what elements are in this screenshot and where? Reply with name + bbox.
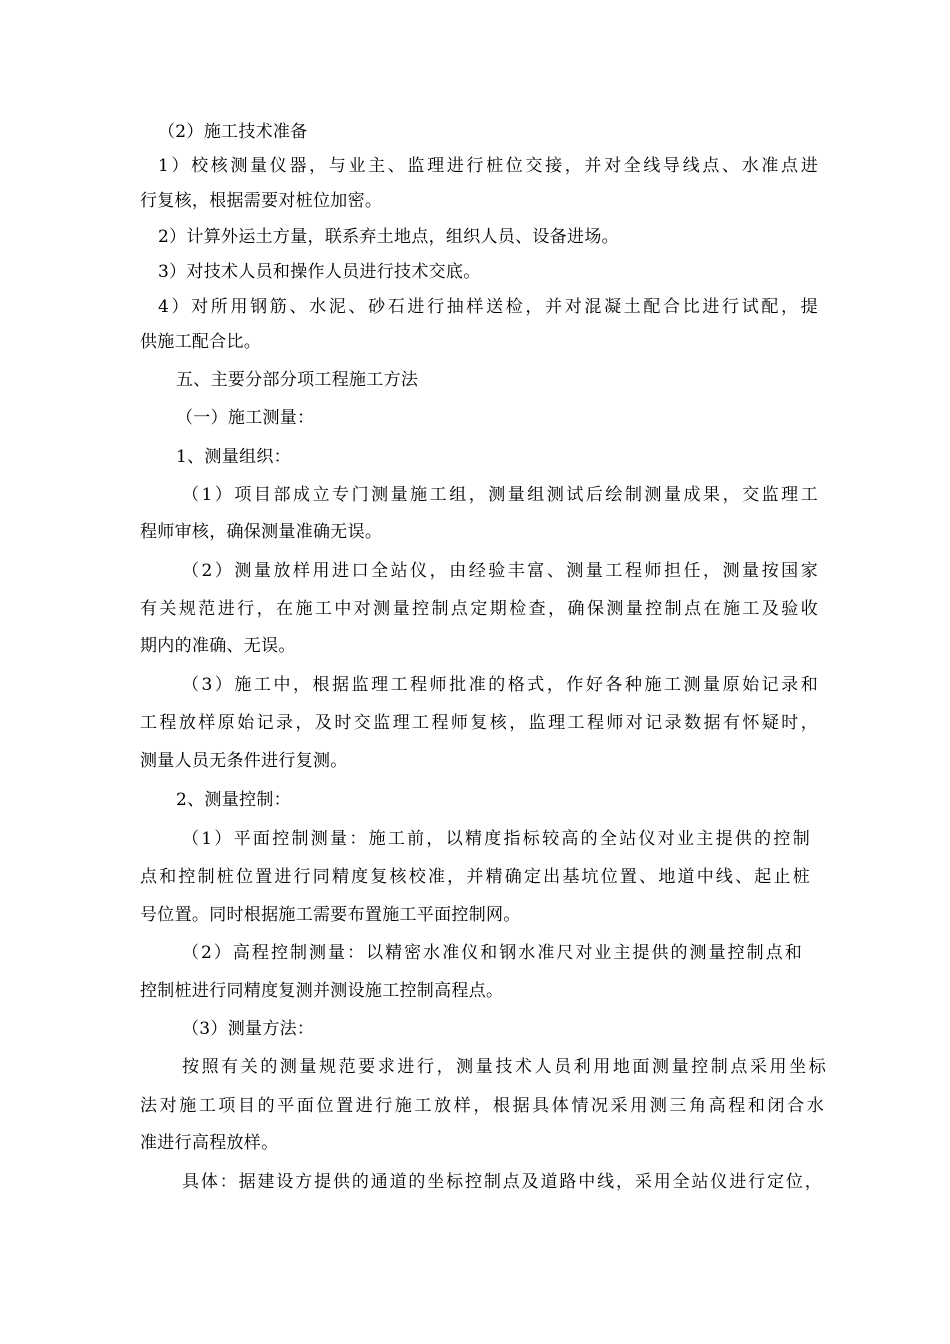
paragraph-line: 3）对技术人员和操作人员进行技术交底。 — [158, 262, 481, 282]
paragraph-line: 工程放样原始记录，及时交监理工程师复核，监理工程师对记录数据有怀疑时， — [140, 713, 818, 733]
item-heading: （3）测量方法： — [182, 1019, 315, 1039]
paragraph-line: 号位置。同时根据施工需要布置施工平面控制网。 — [140, 905, 521, 925]
item-heading: 2、测量控制： — [176, 790, 291, 810]
paragraph-line: （1）项目部成立专门测量施工组，测量组测试后绘制测量成果，交监理工 — [182, 485, 818, 505]
paragraph-line: 具体：据建设方提供的通道的坐标控制点及道路中线，采用全站仪进行定位， — [182, 1172, 822, 1192]
paragraph-line: 控制桩进行同精度复测并测设施工控制高程点。 — [140, 981, 504, 1001]
subsection-heading: （2）施工技术准备 — [158, 122, 308, 142]
section-heading: 五、主要分部分项工程施工方法 — [176, 370, 419, 390]
paragraph-line: 供施工配合比。 — [140, 332, 262, 352]
paragraph-line: 程师审核，确保测量准确无误。 — [140, 522, 383, 542]
subsection-heading: （一）施工测量： — [176, 408, 315, 428]
paragraph-line: 法对施工项目的平面位置进行施工放样，根据具体情况采用测三角高程和闭合水 — [140, 1096, 824, 1116]
paragraph-line: 4）对所用钢筋、水泥、砂石进行抽样送检，并对混凝土配合比进行试配，提 — [158, 297, 818, 317]
paragraph-line: 按照有关的测量规范要求进行，测量技术人员利用地面测量控制点采用坐标 — [182, 1057, 826, 1077]
paragraph-line: 测量人员无条件进行复测。 — [140, 751, 348, 771]
paragraph-line: （2）测量放样用进口全站仪，由经验丰富、测量工程师担任，测量按国家 — [182, 561, 818, 581]
item-heading: 1、测量组织： — [176, 447, 291, 467]
paragraph-line: 1）校核测量仪器，与业主、监理进行桩位交接，并对全线导线点、水准点进 — [158, 156, 818, 176]
paragraph-line: 期内的准确、无误。 — [140, 636, 296, 656]
paragraph-line: （2）高程控制测量：以精密水准仪和钢水准尺对业主提供的测量控制点和 — [182, 943, 802, 963]
paragraph-line: 有关规范进行，在施工中对测量控制点定期检查，确保测量控制点在施工及验收 — [140, 599, 818, 619]
paragraph-line: （3）施工中，根据监理工程师批准的格式，作好各种施工测量原始记录和 — [182, 675, 818, 695]
paragraph-line: 行复核，根据需要对桩位加密。 — [140, 191, 383, 211]
paragraph-line: （1）平面控制测量：施工前，以精度指标较高的全站仪对业主提供的控制 — [182, 829, 810, 849]
paragraph-line: 点和控制桩位置进行同精度复核校准，并精确定出基坑位置、地道中线、起止桩 — [140, 867, 810, 887]
paragraph-line: 2）计算外运土方量，联系弃土地点，组织人员、设备进场。 — [158, 227, 619, 247]
paragraph-line: 准进行高程放样。 — [140, 1133, 279, 1153]
